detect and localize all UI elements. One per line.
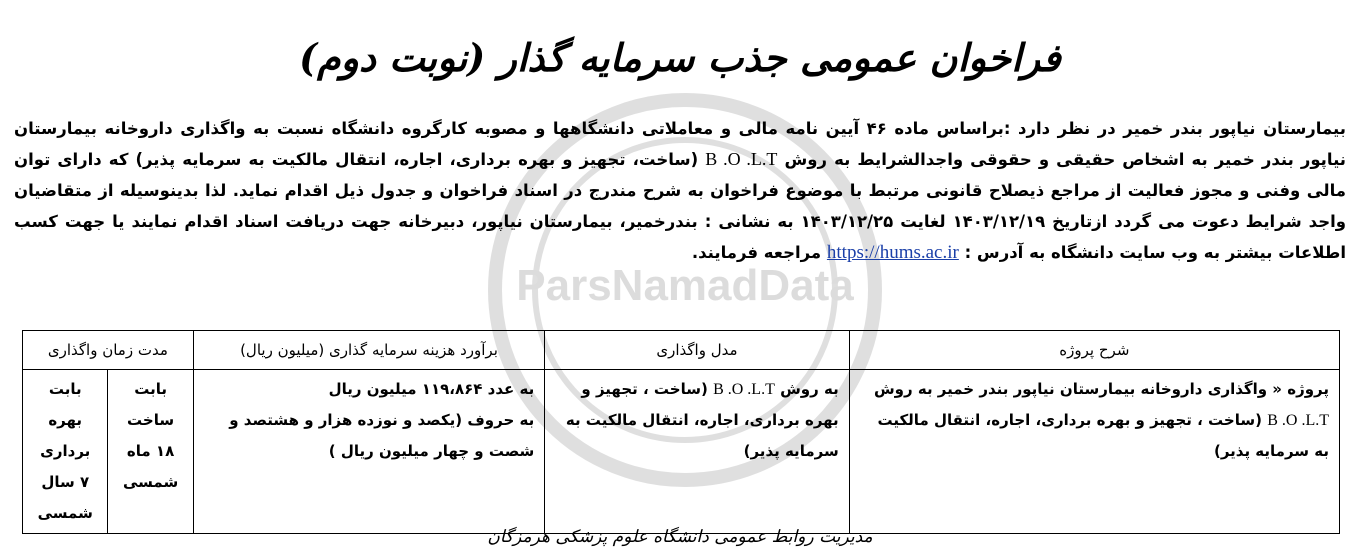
cell-cost bbox=[193, 370, 544, 534]
footer-signature: مدیریت روابط عمومی دانشگاه علوم پزشکی هرمزگان bbox=[487, 527, 873, 547]
page-title: فراخوان عمومی جذب سرمایه گذار (نوبت دوم) bbox=[299, 35, 1061, 80]
body-segment-3: مراجعه فرمایند. bbox=[691, 243, 822, 262]
bolt-label: B .O .L.T bbox=[1267, 412, 1329, 429]
table-row bbox=[23, 370, 1340, 534]
body-segment-2: (ساخت، تجهیز و بهره برداری، اجاره، انتقال مالکیت به سرمایه پذیر) که دارای توان مالی وفنی و مجوز فعالیت از مراجع ذیصلاح قانونی مرتبط با موضوع فراخوان به شرح مندرج در اسناد فراخوان و جدول ذیل اقدام نماید. لذا بدینوسیله از متقاضیان واجد شرایط دعوت می گردد ازتاریخ ۱۴۰۳/۱۲/۱۹ لغایت ۱۴۰۳/۱۲/۲۵ به نشانی : بندرخمیر، بیمارستان نیاپور، دبیرخانه جهت دریافت اسناد اقدام نمایند یا جهت کسب اطلاعات بیشتر به وب سایت دانشگاه به آدرس : bbox=[14, 150, 1346, 262]
bolt-label: B .O .L.T bbox=[713, 381, 775, 398]
header-duration: مدت زمان واگذاری bbox=[23, 331, 194, 370]
project-table bbox=[22, 330, 1340, 534]
header-cost: برآورد هزینه سرمایه گذاری (میلیون ریال) bbox=[193, 331, 544, 370]
cell-operation-duration: بابت بهره برداری ۷ سال شمسی bbox=[23, 370, 108, 534]
header-model: مدل واگذاری bbox=[545, 331, 849, 370]
cell-build-duration: بابت ساخت ۱۸ ماه شمسی bbox=[108, 370, 193, 534]
university-website-link[interactable]: https://hums.ac.ir bbox=[826, 242, 959, 263]
cost-number: به عدد ۱۱۹،۸۶۴ میلیون ریال bbox=[328, 380, 535, 398]
cost-words: به حروف (یکصد و نوزده هزار و هشتصد و شصت و چهار میلیون ریال ) bbox=[229, 411, 535, 460]
table-header-row bbox=[23, 331, 1340, 370]
cell-description: پروژه « واگذاری داروخانه بیمارستان نیاپور بندر خمیر به روش B .O .L.T (ساخت ، تجهیز و بهره برداری، اجاره، انتقال مالکیت به سرمایه پذیر) bbox=[849, 370, 1339, 534]
body-segment-1: بیمارستان نیاپور بندر خمیر در نظر دارد :براساس ماده ۴۶ آیین نامه مالی و معاملاتی دانشگاهها و مصوبه کارگروه دانشگاه نسبت به واگذاری داروخانه بیمارستان نیاپور بندر خمیر به اشخاص حقیقی و حقوقی واجدالشرایط به روش bbox=[14, 119, 1347, 169]
cell-model: به روش B .O .L.T (ساخت ، تجهیز و بهره برداری، اجاره، انتقال مالکیت به سرمایه پذیر) bbox=[545, 370, 849, 534]
watermark-text: ParsNamadData bbox=[516, 261, 854, 310]
announcement-body bbox=[14, 113, 1346, 268]
header-description: شرح پروژه bbox=[849, 331, 1339, 370]
bolt-method: B .O .L.T bbox=[705, 149, 778, 169]
